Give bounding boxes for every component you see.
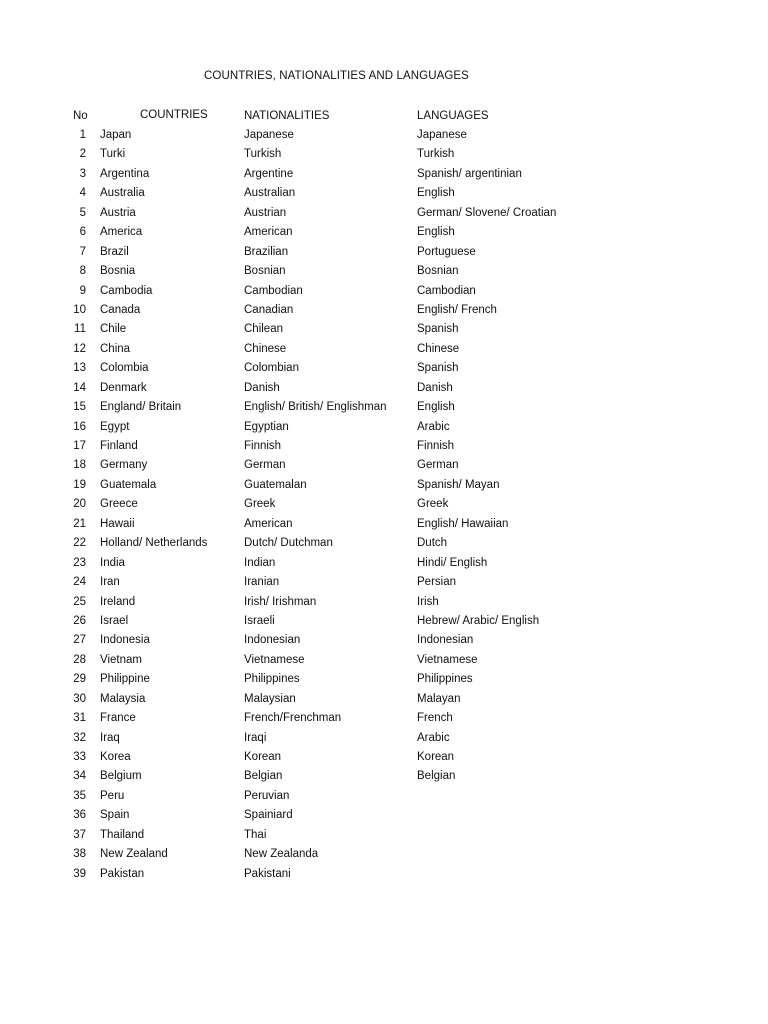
- table-row: [0, 206, 768, 225]
- row-number: 30: [73, 692, 86, 705]
- language-cell: French: [417, 712, 453, 725]
- nationality-cell: Iraqi: [244, 731, 267, 744]
- row-number: 2: [79, 148, 86, 161]
- country-cell: Malaysia: [100, 692, 146, 705]
- language-cell: Philippines: [417, 673, 473, 686]
- nationality-cell: Korean: [244, 751, 282, 763]
- row-number: 19: [73, 478, 86, 491]
- nationality-cell: German: [244, 459, 286, 472]
- country-cell: Bosnia: [100, 265, 136, 278]
- table-header: [0, 110, 768, 126]
- table-row: [0, 381, 768, 400]
- language-cell: Persian: [417, 576, 456, 589]
- table-row: [0, 653, 768, 672]
- country-cell: Turki: [100, 148, 126, 161]
- header-languages: LANGUAGES: [417, 110, 489, 122]
- country-cell: France: [100, 712, 136, 725]
- nationality-cell: Thai: [244, 828, 267, 841]
- language-cell: English/ French: [417, 303, 497, 316]
- table-row: [0, 692, 768, 711]
- nationality-cell: Iranian: [244, 576, 280, 589]
- language-cell: Hebrew/ Arabic/ English: [417, 614, 540, 627]
- row-number: 16: [73, 420, 86, 433]
- language-cell: Malayan: [417, 692, 461, 705]
- nationality-cell: Danish: [244, 381, 280, 394]
- nationality-cell: Pakistani: [244, 867, 291, 880]
- language-cell: Indonesian: [417, 634, 474, 647]
- table-row: [0, 167, 768, 186]
- row-number: 6: [79, 226, 86, 239]
- table-row: [0, 867, 768, 886]
- table-row: [0, 789, 768, 808]
- language-cell: German/ Slovene/ Croatian: [417, 206, 557, 219]
- country-cell: Australia: [100, 187, 145, 200]
- table-row: [0, 556, 768, 575]
- country-cell: Vietnam: [100, 653, 142, 666]
- country-cell: New Zealand: [100, 848, 168, 861]
- language-cell: Spanish: [417, 323, 459, 336]
- row-number: 27: [73, 634, 86, 647]
- document-title: COUNTRIES, NATIONALITIES AND LANGUAGES: [204, 70, 469, 82]
- row-number: 24: [73, 576, 86, 589]
- country-cell: Chile: [100, 323, 127, 336]
- country-cell: Austria: [100, 206, 136, 219]
- header-countries: COUNTRIES: [140, 109, 208, 121]
- table-row: [0, 186, 768, 205]
- table-row: [0, 595, 768, 614]
- country-cell: Pakistan: [100, 867, 145, 880]
- row-number: 38: [73, 848, 86, 861]
- table-row: [0, 264, 768, 283]
- row-number: 14: [73, 381, 86, 394]
- country-cell: Argentina: [100, 167, 150, 180]
- table-row: [0, 342, 768, 361]
- row-number: 8: [79, 265, 86, 278]
- table-row: [0, 284, 768, 303]
- language-cell: Spanish/ Mayan: [417, 478, 500, 491]
- table-row: [0, 672, 768, 691]
- nationality-cell: English/ British/ Englishman: [244, 401, 387, 414]
- country-cell: Philippine: [100, 673, 150, 686]
- nationality-cell: New Zealanda: [244, 848, 319, 861]
- country-cell: Japan: [100, 129, 132, 141]
- nationality-cell: Canadian: [244, 303, 294, 316]
- language-cell: Vietnamese: [417, 653, 478, 666]
- table-row: [0, 361, 768, 380]
- country-cell: Iran: [100, 576, 120, 589]
- row-number: 39: [73, 867, 86, 880]
- nationality-cell: French/Frenchman: [244, 712, 342, 725]
- row-number: 22: [73, 537, 86, 550]
- nationality-cell: Bosnian: [244, 265, 286, 278]
- row-number: 21: [73, 517, 86, 530]
- table-row: [0, 750, 768, 769]
- language-cell: Arabic: [417, 420, 450, 433]
- country-cell: Peru: [100, 789, 125, 802]
- language-cell: Bosnian: [417, 265, 459, 278]
- table-row: [0, 517, 768, 536]
- table-row: [0, 439, 768, 458]
- nationality-cell: Brazilian: [244, 245, 289, 258]
- country-cell: Iraq: [100, 731, 120, 744]
- nationality-cell: Belgian: [244, 770, 283, 783]
- language-cell: English: [417, 226, 455, 239]
- table-row: [0, 245, 768, 264]
- country-cell: Cambodia: [100, 284, 153, 297]
- country-cell: India: [100, 556, 125, 569]
- country-cell: Hawaii: [100, 517, 135, 530]
- nationality-cell: American: [244, 226, 293, 239]
- row-number: 7: [79, 245, 86, 258]
- nationality-cell: Greek: [244, 498, 276, 511]
- language-cell: Japanese: [417, 129, 467, 141]
- language-cell: Spanish: [417, 362, 459, 375]
- table-row: [0, 128, 768, 147]
- country-cell: England/ Britain: [100, 401, 182, 414]
- row-number: 11: [74, 323, 86, 336]
- row-number: 4: [79, 187, 86, 200]
- nationality-cell: Irish/ Irishman: [244, 595, 317, 608]
- table-row: [0, 478, 768, 497]
- country-cell: America: [100, 226, 143, 239]
- nationality-cell: Philippines: [244, 673, 300, 686]
- table-row: [0, 420, 768, 439]
- country-cell: Germany: [100, 459, 148, 472]
- nationality-cell: Egyptian: [244, 420, 289, 433]
- nationality-cell: Chinese: [244, 342, 287, 355]
- row-number: 28: [73, 653, 86, 666]
- language-cell: Portuguese: [417, 245, 476, 258]
- country-cell: China: [100, 342, 131, 355]
- table-row: [0, 808, 768, 827]
- country-cell: Colombia: [100, 362, 149, 375]
- nationality-cell: Peruvian: [244, 789, 290, 802]
- language-cell: Dutch: [417, 537, 448, 550]
- nationality-cell: Chilean: [244, 323, 283, 336]
- table-row: [0, 147, 768, 166]
- nationality-cell: Indian: [244, 556, 276, 569]
- row-number: 3: [79, 167, 86, 180]
- nationality-cell: Japanese: [244, 129, 294, 141]
- country-cell: Indonesia: [100, 634, 150, 647]
- country-cell: Holland/ Netherlands: [100, 537, 208, 550]
- country-cell: Belgium: [100, 770, 142, 783]
- row-number: 13: [73, 362, 86, 375]
- language-cell: Hindi/ English: [417, 556, 488, 569]
- row-number: 29: [73, 673, 86, 686]
- language-cell: Irish: [417, 595, 439, 608]
- row-number: 26: [73, 614, 86, 627]
- country-cell: Spain: [100, 809, 130, 822]
- country-cell: Egypt: [100, 420, 130, 433]
- nationality-cell: Malaysian: [244, 692, 296, 705]
- table-row: [0, 575, 768, 594]
- row-number: 15: [73, 401, 86, 414]
- language-cell: Belgian: [417, 770, 456, 783]
- language-cell: Arabic: [417, 731, 450, 744]
- row-number: 34: [73, 770, 86, 783]
- table-row: [0, 458, 768, 477]
- row-number: 32: [73, 731, 86, 744]
- language-cell: Cambodian: [417, 284, 476, 297]
- country-cell: Ireland: [100, 595, 136, 608]
- nationality-cell: Israeli: [244, 614, 275, 627]
- country-cell: Brazil: [100, 245, 129, 258]
- table-row: [0, 731, 768, 750]
- nationality-cell: Argentine: [244, 167, 294, 180]
- language-cell: English: [417, 401, 455, 414]
- nationality-cell: Cambodian: [244, 284, 303, 297]
- language-cell: Greek: [417, 498, 449, 511]
- row-number: 10: [73, 303, 86, 316]
- row-number: 23: [73, 556, 86, 569]
- table-row: [0, 536, 768, 555]
- table-row: [0, 769, 768, 788]
- country-cell: Canada: [100, 303, 141, 316]
- nationality-cell: Vietnamese: [244, 653, 305, 666]
- nationality-cell: Indonesian: [244, 634, 301, 647]
- row-number: 35: [73, 789, 86, 802]
- language-cell: English/ Hawaiian: [417, 517, 509, 530]
- table-body: [0, 128, 768, 886]
- nationality-cell: Australian: [244, 187, 296, 200]
- table-row: [0, 614, 768, 633]
- row-number: 25: [73, 595, 86, 608]
- row-number: 20: [73, 498, 86, 511]
- header-nationalities: NATIONALITIES: [244, 110, 330, 122]
- row-number: 12: [73, 342, 86, 355]
- language-cell: Chinese: [417, 342, 460, 355]
- nationality-cell: Colombian: [244, 362, 299, 375]
- table-row: [0, 497, 768, 516]
- header-no: No: [73, 110, 88, 122]
- table-row: [0, 322, 768, 341]
- table-row: [0, 711, 768, 730]
- country-cell: Guatemala: [100, 478, 157, 491]
- row-number: 33: [73, 751, 86, 763]
- language-cell: German: [417, 459, 459, 472]
- nationality-cell: Finnish: [244, 440, 282, 452]
- country-cell: Greece: [100, 498, 138, 511]
- language-cell: Finnish: [417, 440, 455, 452]
- language-cell: Turkish: [417, 148, 455, 161]
- nationality-cell: Guatemalan: [244, 478, 307, 491]
- nationality-cell: Austrian: [244, 206, 287, 219]
- country-cell: Korea: [100, 751, 131, 763]
- row-number: 9: [79, 284, 86, 297]
- country-cell: Thailand: [100, 828, 145, 841]
- country-cell: Denmark: [100, 381, 147, 394]
- row-number: 1: [79, 129, 86, 141]
- row-number: 37: [73, 828, 86, 841]
- row-number: 5: [79, 206, 86, 219]
- country-cell: Finland: [100, 440, 138, 452]
- language-cell: English: [417, 187, 455, 200]
- table-row: [0, 633, 768, 652]
- row-number: 17: [73, 440, 86, 452]
- row-number: 31: [73, 712, 86, 725]
- nationality-cell: Spainiard: [244, 809, 293, 822]
- nationality-cell: Dutch/ Dutchman: [244, 537, 333, 550]
- table-row: [0, 225, 768, 244]
- language-cell: Korean: [417, 751, 455, 763]
- language-cell: Danish: [417, 381, 453, 394]
- table-row: [0, 400, 768, 419]
- row-number: 36: [73, 809, 86, 822]
- country-cell: Israel: [100, 614, 129, 627]
- nationality-cell: American: [244, 517, 293, 530]
- table-row: [0, 847, 768, 866]
- table-row: [0, 828, 768, 847]
- table-row: [0, 303, 768, 322]
- row-number: 18: [73, 459, 86, 472]
- language-cell: Spanish/ argentinian: [417, 167, 522, 180]
- nationality-cell: Turkish: [244, 148, 282, 161]
